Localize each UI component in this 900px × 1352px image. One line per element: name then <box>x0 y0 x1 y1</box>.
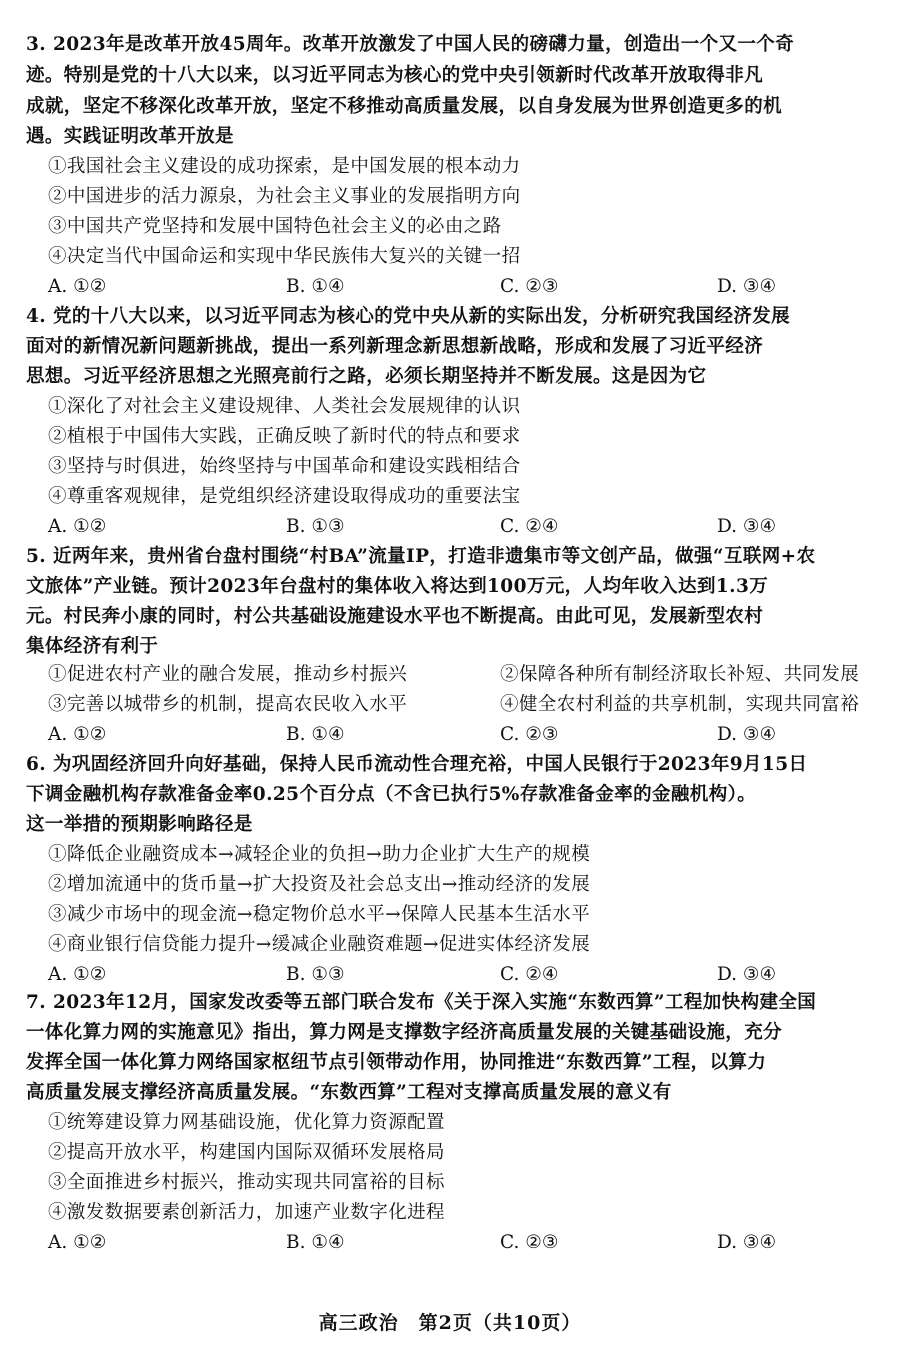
q5-choice-a: A. ①② <box>48 724 107 745</box>
q7-choice-d: D. ③④ <box>717 1232 777 1253</box>
q7-choice-c: C. ②③ <box>500 1232 559 1253</box>
q3-option-4: ④决定当代中国命运和实现中华民族伟大复兴的关键一招 <box>48 246 521 267</box>
q4-choice-c: C. ②④ <box>500 516 559 537</box>
q4-choice-d: D. ③④ <box>717 516 777 537</box>
q4-stem-line-3: 思想。习近平经济思想之光照亮前行之路，必须长期坚持并不断发展。这是因为它 <box>26 366 707 387</box>
q5-choice-d: D. ③④ <box>717 724 777 745</box>
q3-choice-d: D. ③④ <box>717 276 777 297</box>
q6-stem-line-2: 下调金融机构存款准备金率0.25个百分点（不含已执行5%存款准备金率的金融机构）。 <box>26 784 757 805</box>
q3-option-2: ②中国进步的活力源泉，为社会主义事业的发展指明方向 <box>48 186 521 207</box>
q5-choice-c: C. ②③ <box>500 724 559 745</box>
q7-stem-line-1: 7. 2023年12月，国家发改委等五部门联合发布《关于深入实施“东数西算”工程加快构建全国 <box>26 992 817 1013</box>
q3-stem-line-1: 3. 2023年是改革开放45周年。改革开放激发了中国人民的磅礴力量，创造出一个又一个奇 <box>26 34 795 55</box>
q7-stem-line-2: 一体化算力网的实施意见》指出，算力网是支撑数字经济高质量发展的关键基础设施，充分 <box>26 1022 783 1043</box>
q5-option-1: ①促进农村产业的融合发展，推动乡村振兴 <box>48 664 408 685</box>
q7-option-2: ②提高开放水平，构建国内国际双循环发展格局 <box>48 1142 445 1163</box>
q4-choice-a: A. ①② <box>48 516 107 537</box>
q6-option-2: ②增加流通中的货币量→扩大投资及社会总支出→推动经济的发展 <box>48 874 591 895</box>
q5-stem-line-1: 5. 近两年来，贵州省台盘村围绕“村BA”流量IP，打造非遗集市等文创产品，做强“互联网+农 <box>26 546 816 567</box>
q3-stem-line-2: 迹。特别是党的十八大以来，以习近平同志为核心的党中央引领新时代改革开放取得非凡 <box>26 65 764 86</box>
q6-choice-d: D. ③④ <box>717 964 777 985</box>
q7-stem-line-4: 高质量发展支撑经济高质量发展。“东数西算”工程对支撑高质量发展的意义有 <box>26 1082 672 1103</box>
q7-choice-a: A. ①② <box>48 1232 107 1253</box>
q4-choice-b: B. ①③ <box>286 516 345 537</box>
q4-stem-line-2: 面对的新情况新问题新挑战，提出一系列新理念新思想新战略，形成和发展了习近平经济 <box>26 336 764 357</box>
q6-option-4: ④商业银行信贷能力提升→缓减企业融资难题→促进实体经济发展 <box>48 934 591 955</box>
q5-option-2: ②保障各种所有制经济取长补短、共同发展 <box>500 664 860 685</box>
q4-option-1: ①深化了对社会主义建设规律、人类社会发展规律的认识 <box>48 396 521 417</box>
q5-stem-line-3: 元。村民奔小康的同时，村公共基础设施建设水平也不断提高。由此可见，发展新型农村 <box>26 606 764 627</box>
q7-choice-b: B. ①④ <box>286 1232 345 1253</box>
q5-option-4: ④健全农村利益的共享机制，实现共同富裕 <box>500 694 860 715</box>
q4-stem-line-1: 4. 党的十八大以来，以习近平同志为核心的党中央从新的实际出发，分析研究我国经济发展 <box>26 306 791 327</box>
q3-stem-line-3: 成就，坚定不移深化改革开放，坚定不移推动高质量发展，以自身发展为世界创造更多的机 <box>26 96 783 117</box>
q3-option-3: ③中国共产党坚持和发展中国特色社会主义的必由之路 <box>48 216 502 237</box>
q7-stem-line-3: 发挥全国一体化算力网络国家枢纽节点引领带动作用，协同推进“东数西算”工程，以算力 <box>26 1052 767 1073</box>
q6-option-3: ③减少市场中的现金流→稳定物价总水平→保障人民基本生活水平 <box>48 904 591 925</box>
q6-choice-b: B. ①③ <box>286 964 345 985</box>
q5-option-3: ③完善以城带乡的机制，提高农民收入水平 <box>48 694 408 715</box>
q6-stem-line-3: 这一举措的预期影响路径是 <box>26 814 253 835</box>
q4-option-3: ③坚持与时俱进，始终坚持与中国革命和建设实践相结合 <box>48 456 521 477</box>
q7-option-4: ④激发数据要素创新活力，加速产业数字化进程 <box>48 1202 445 1223</box>
q5-choice-b: B. ①④ <box>286 724 345 745</box>
q7-option-1: ①统筹建设算力网基础设施，优化算力资源配置 <box>48 1112 445 1133</box>
q6-choice-c: C. ②④ <box>500 964 559 985</box>
q5-stem-line-2: 文旅体”产业链。预计2023年台盘村的集体收入将达到100万元，人均年收入达到1.3万 <box>26 576 769 597</box>
q7-option-3: ③全面推进乡村振兴，推动实现共同富裕的目标 <box>48 1172 445 1193</box>
q3-choice-b: B. ①④ <box>286 276 345 297</box>
q3-choice-a: A. ①② <box>48 276 107 297</box>
page-footer: 高三政治 第2页（共10页） <box>318 1312 582 1334</box>
q4-option-2: ②植根于中国伟大实践，正确反映了新时代的特点和要求 <box>48 426 521 447</box>
q6-choice-a: A. ①② <box>48 964 107 985</box>
q3-choice-c: C. ②③ <box>500 276 559 297</box>
q3-option-1: ①我国社会主义建设的成功探索，是中国发展的根本动力 <box>48 156 521 177</box>
q3-stem-line-4: 遇。实践证明改革开放是 <box>26 126 234 147</box>
q5-stem-line-4: 集体经济有利于 <box>26 636 159 657</box>
q6-stem-line-1: 6. 为巩固经济回升向好基础，保持人民币流动性合理充裕，中国人民银行于2023年9月15日 <box>26 754 808 775</box>
q4-option-4: ④尊重客观规律，是党组织经济建设取得成功的重要法宝 <box>48 486 521 507</box>
q6-option-1: ①降低企业融资成本→减轻企业的负担→助力企业扩大生产的规模 <box>48 844 591 865</box>
